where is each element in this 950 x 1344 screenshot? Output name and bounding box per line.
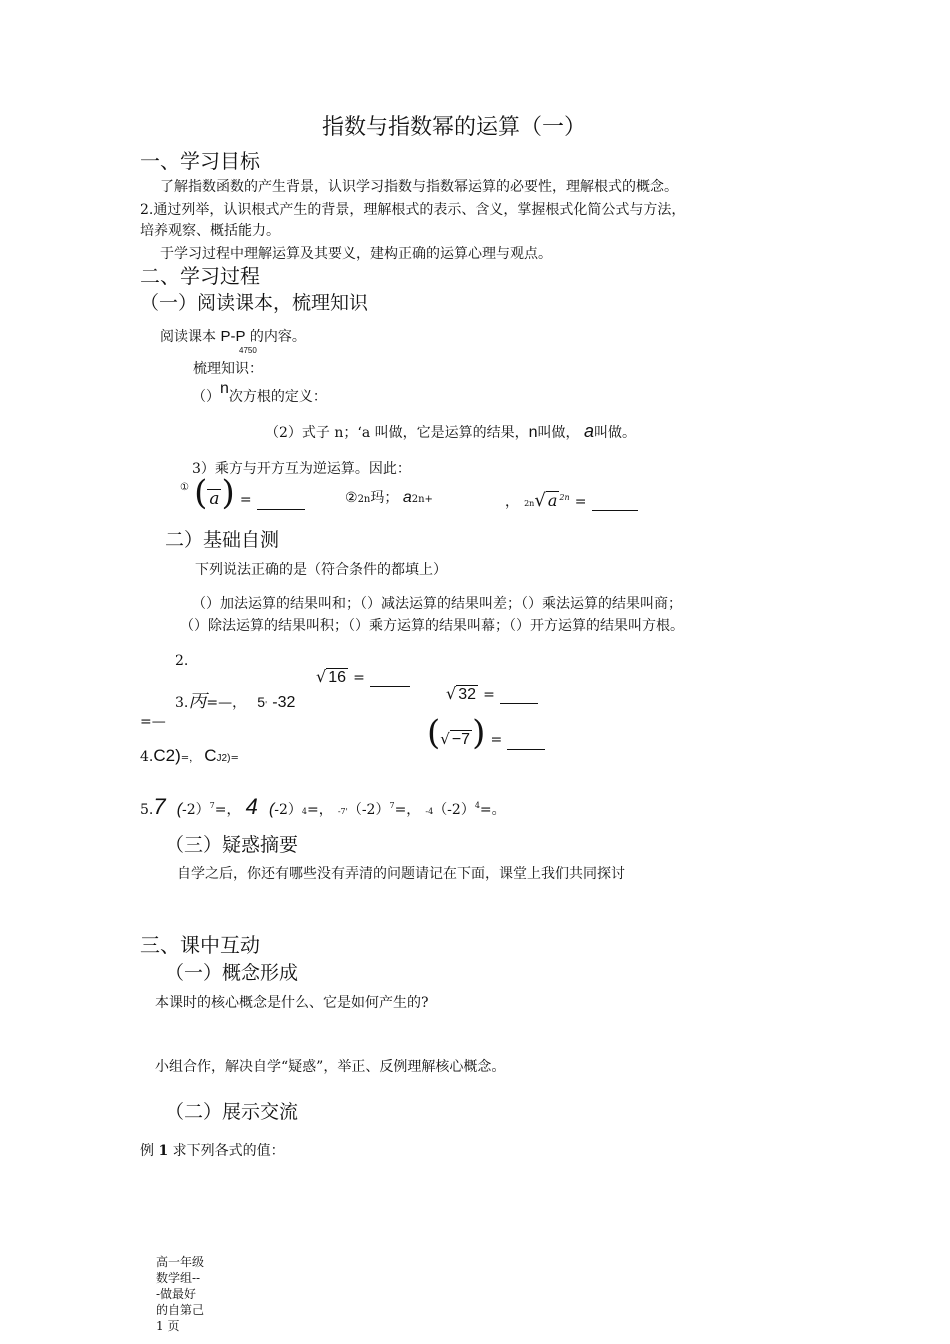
goal-3: 于学习过程中理解运算及其要义，建构正确的运算心理与观点。 (160, 246, 552, 262)
core-concept-question: 本课时的核心概念是什么、它是如何产生的? (155, 995, 429, 1011)
page-footer: 高一年级数学组---做最好的自第己1 页 (156, 1255, 204, 1333)
group-work-text: 小组合作，解决自学“疑惑”，举正、反例理解核心概念。 (155, 1059, 506, 1075)
section-process-heading: 二、学习过程 (140, 264, 260, 288)
formula-2: ②2n玛； a2n+ (345, 489, 433, 506)
goal-2-line-1: 2.通过列举，认识根式产生的背景，理解根式的表示、含义，掌握根式化简公式与方法， (140, 202, 686, 218)
answer-blank-5[interactable] (507, 749, 545, 750)
question-3: 3）乘方与开方互为逆运算。因此： (192, 461, 411, 477)
item-5: 5.7 (-2）$^7$=， 4 (-2）4=， $-7'(-2)^7=$， $-4(-2)^4=$。 (140, 794, 506, 819)
radical-16-expr: √ 16 = (316, 667, 410, 687)
item-4: 4.C2)=， CJ2)= (140, 746, 239, 765)
question-2: （2）式子 n；‘a 叫做，它是运算的结果，n叫做， a叫做。 (265, 421, 636, 441)
read-textbook: 阅读课本 P-P 的内容。 (160, 328, 306, 345)
formula-1: ① ( a) = (180, 476, 305, 510)
answer-blank-2[interactable] (592, 510, 638, 511)
example-1: 例 1 求下列各式的值： (140, 1143, 285, 1159)
subsection-exchange-heading: （二）展示交流 (165, 1101, 299, 1123)
item-2: 2. (175, 653, 189, 669)
goal-2-line-2: 培养观察、概括能力。 (140, 223, 280, 239)
selftest-options-line-1: （）加法运算的结果叫和；（）减法运算的结果叫差；（）乘法运算的结果叫商； (192, 596, 682, 612)
page-title: 指数与指数幂的运算（一） (322, 115, 587, 140)
answer-blank-3[interactable] (370, 686, 410, 687)
doubts-text: 自学之后，你还有哪些没有弄清的问题请记在下面，课堂上我们共同探讨 (177, 866, 625, 882)
subsection-selftest-heading: 二）基础自测 (165, 529, 280, 551)
section-goals-heading: 一、学习目标 (140, 149, 260, 173)
subsection-concept-heading: （一）概念形成 (165, 962, 299, 984)
item-3: 3.丙=—， 5' -32 (175, 691, 296, 712)
answer-blank-4[interactable] (500, 703, 538, 704)
subsection-doubts-heading: （三）疑惑摘要 (165, 834, 299, 856)
question-1: （）n次方根的定义： (192, 380, 327, 405)
answer-blank-1[interactable] (257, 509, 305, 510)
radical-neg7-expr: (√ −7) = (427, 716, 545, 750)
radical-32-expr: √ 32 = (446, 684, 538, 704)
selftest-options-line-2: （）除法运算的结果叫积；（）乘方运算的结果叫幕；（）开方运算的结果叫方根。 (180, 618, 684, 634)
selftest-intro: 下列说法正确的是（符合条件的都填上） (195, 562, 447, 578)
page-range: 4750 (239, 346, 257, 355)
sort-knowledge-label: 梳理知识： (193, 361, 263, 377)
formula-3: ， 2n√ a $^{2n}$ = (505, 490, 638, 511)
goal-1: 了解指数函数的产生背景，认识学习指数与指数幂运算的必要性，理解根式的概念。 (160, 179, 678, 195)
section-interaction-heading: 三、课中互动 (140, 933, 260, 957)
subsection-read-heading: （一）阅读课本，梳理知识 (140, 292, 369, 314)
radical-a: a (209, 489, 220, 509)
equals-dash: =— (140, 714, 166, 730)
